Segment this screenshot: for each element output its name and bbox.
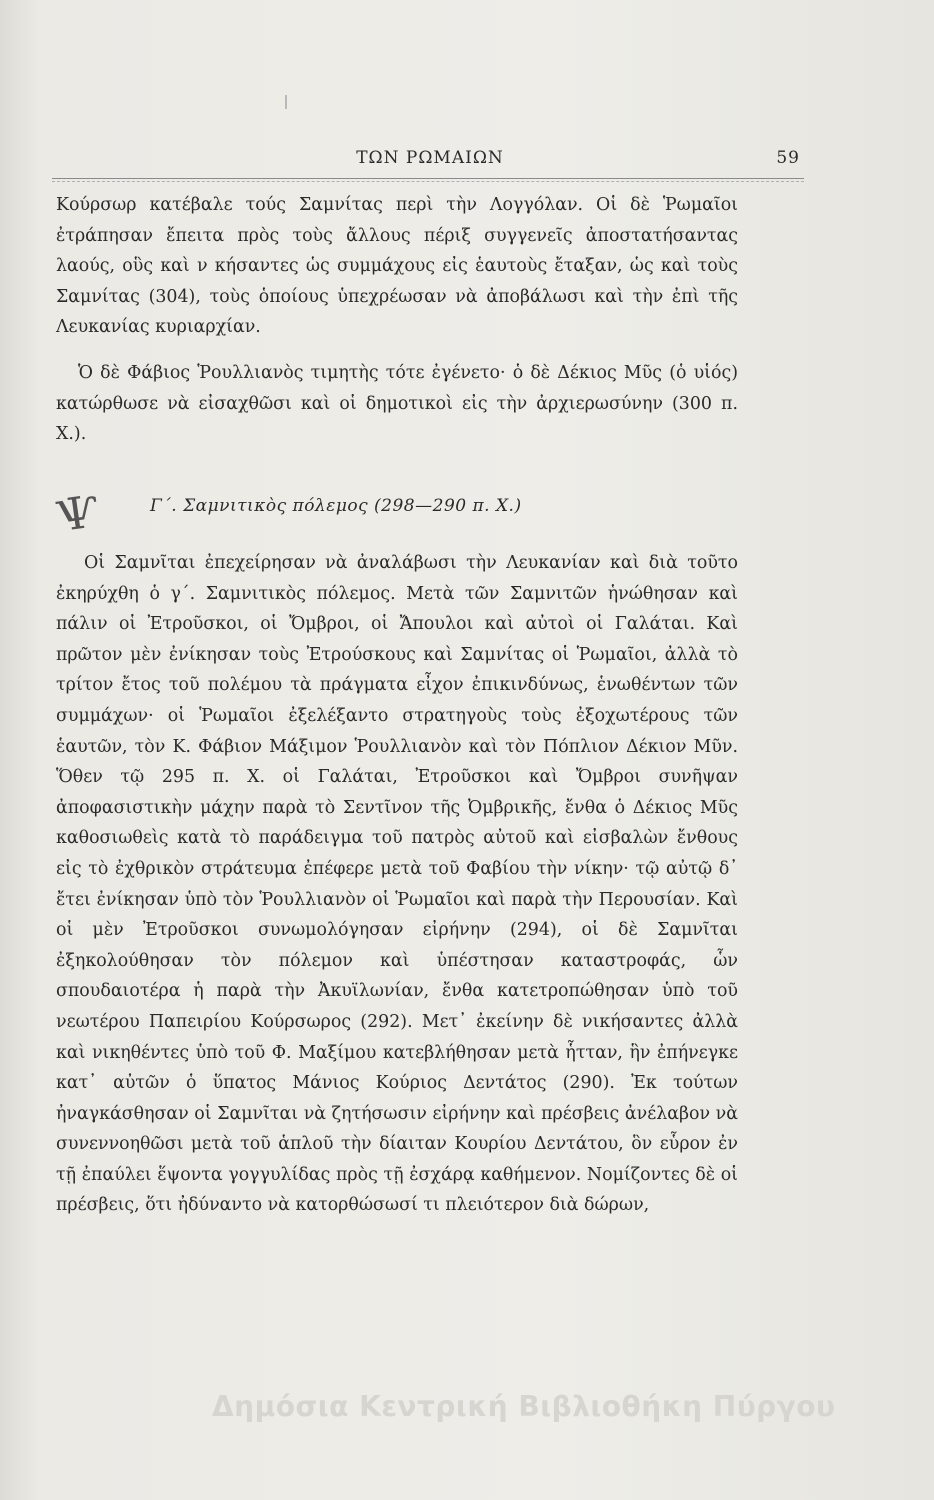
handwritten-mark: Ѱ [53, 486, 102, 543]
paragraph-2: Ὁ δὲ Φάβιος Ῥουλλιανὸς τιμητὴς τότε ἐγένετο· ὁ δὲ Δέκιος Μῦς (ὁ υἱός) κατώρθωσε νὰ εἰσαχθῶσι καὶ οἱ δημοτικοὶ εἰς τὴν ἀρχιερωσύνην (300 π. Χ.). [56, 363, 738, 445]
library-watermark: Δημόσια Κεντρική Βιβλιοθήκη Πύργου [212, 1390, 836, 1423]
paragraph-3: Οἱ Σαμνῖται ἐπεχείρησαν νὰ ἀναλάβωσι τὴν Λευκανίαν καὶ διὰ τοῦτο ἐκηρύχθη ὁ γ΄. Σαμνιτικὸς πόλεμος. Μετὰ τῶν Σαμνιτῶν ἡνώθησαν καὶ πάλιν οἱ Ἐτροῦσκοι, οἱ Ὄμβροι, οἱ Ἄπουλοι καὶ αὐτοὶ οἱ Γαλάται. Καὶ πρῶτον μὲν ἐνίκησαν τοὺς Ἐτρούσκους καὶ Σαμνίτας οἱ Ῥωμαῖοι, ἀλλὰ τὸ τρίτον ἔτος τοῦ πολέμου τὰ πράγματα εἶχον ἐπικινδύνως, ἑνωθέντων τῶν συμμάχων· οἱ Ῥωμαῖοι ἐξελέξαντο στρατηγοὺς τοὺς ἐξοχωτέρους τῶν ἑαυτῶν, τὸν Κ. Φάβιον Μάξιμον Ῥουλλιανὸν καὶ τὸν Πόπλιον Δέκιον Μῦν. Ὅθεν τῷ 295 π. Χ. οἱ Γαλάται, Ἐτροῦσκοι καὶ Ὄμβροι συνῆψαν ἀποφασιστικὴν μάχην παρὰ τὸ Σεντῖνον τῆς Ὀμβρικῆς, ἔνθα ὁ Δέκιος Μῦς καθοσιωθεὶς κατὰ τὸ παράδειγμα τοῦ πατρὸς αὐτοῦ καὶ εἰσβαλὼν ἔνθους εἰς τὸ ἐχθρικὸν στράτευμα ἐπέφερε μετὰ τοῦ Φαβίου τὴν νίκην· τῷ αὐτῷ δ᾽ ἔτει ἐνίκησαν ὑπὸ τὸν Ῥουλλιανὸν οἱ Ῥωμαῖοι καὶ παρὰ τὴν Περουσίαν. Καὶ οἱ μὲν Ἐτροῦσκοι συνωμολόγησαν εἰρήνην (294), οἱ δὲ Σαμνῖται ἐξηκολούθησαν τὸν πόλεμον καὶ ὑπέστησαν καταστροφάς, ὧν σπουδαιοτέρα ἡ παρὰ τὴν Ἀκυϊλωνίαν, ἔνθα κατετροπώθησαν ὑπὸ τοῦ νεωτέρου Παπειρίου Κούρσωρος (292). Μετ᾽ ἐκείνην δὲ νικήσαντες ἀλλὰ καὶ νικηθέντες ὑπὸ τοῦ Φ. Μαξίμου κατεβλήθησαν μετὰ ἧτταν, ἣν ἐπήνεγκε κατ᾽ αὐτῶν ὁ ὕπατος Μάνιος Κούριος Δεντάτος (290). Ἐκ τούτων ἠναγκάσθησαν οἱ Σαμνῖται νὰ ζητήσωσιν εἰρήνην καὶ πρέσβεις ἀνέλαβον νὰ συνεννοηθῶσι μετὰ τοῦ ἁπλοῦ τὴν δίαιταν Κουρίου Δεντάτου, ὃν εὗρον ἐν τῇ ἐπαύλει ἕψοντα γογγυλίδας πρὸς τῇ ἐσχάρᾳ καθήμενον. Νομίζοντες δὲ οἱ πρέσβεις, ὅτι ἠδύναντο νὰ κατορθώσωσί τι πλειότερον διὰ δώρων, [56, 553, 738, 1216]
header-rule-dashed [52, 181, 804, 182]
header-rule [52, 178, 804, 179]
scan-mark [285, 95, 287, 109]
page-number: 59 [776, 148, 800, 168]
running-header [60, 148, 800, 178]
section-title: Γ΄. Σαμνιτικὸς πόλεμος (298—290 π. Χ.) [150, 496, 522, 516]
paragraph-1: Κούρσωρ κατέβαλε τούς Σαμνίτας περὶ τὴν Λογγόλαν. Οἱ δὲ Ῥωμαῖοι ἐτράπησαν ἔπειτα πρὸς τοὺς ἄλλους πέριξ συγγενεῖς ἀποστατήσαντας λαούς, οὓς καὶ ν κήσαντες ὡς συμμάχους εἰς ἑαυτοὺς ἔταξαν, ὡς καὶ τοὺς Σαμνίτας (304), τοὺς ὁποίους ὑπεχρέωσαν νὰ ἀποβάλωσι καὶ τὴν ἐπὶ τῆς Λευκανίας κυριαρχίαν. [56, 195, 738, 338]
running-title: ΤΩΝ ΡΩΜΑΙΩΝ [356, 148, 504, 168]
